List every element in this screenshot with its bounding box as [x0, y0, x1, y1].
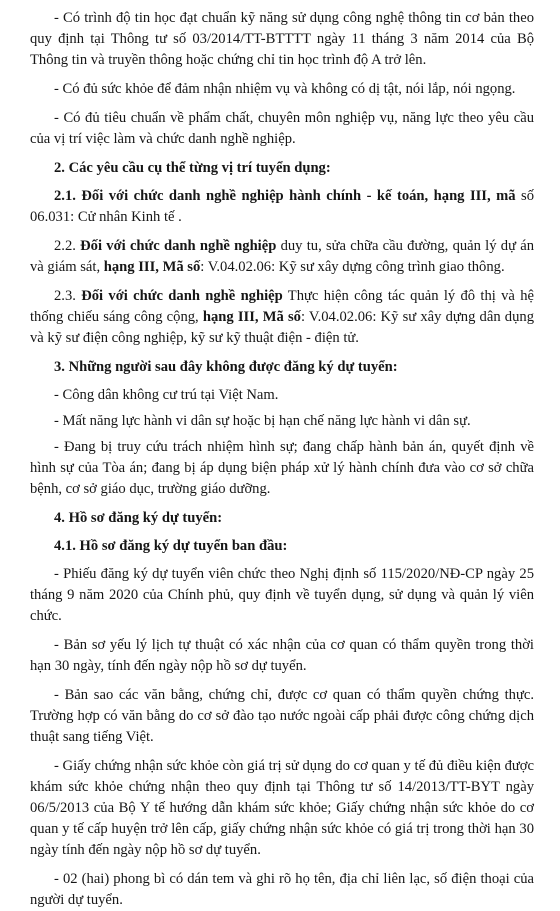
paragraph-2-1	[30, 186, 534, 228]
paragraph-3-1: - Công dân không cư trú tại Việt Nam.	[54, 387, 279, 403]
paragraph-4-1-health-certificate: - Giấy chứng nhận sức khỏe còn giá trị sử dụng do cơ quan y tế đủ điều kiện được khám sức khỏe chứng nhận theo quy định tại Thông tư số 14/2013/TT-BYT ngày 06/5/2013 của Bộ Y tế hướng dẫn khám sức khỏe; Giấy chứng nhận sức khỏe do cơ quan y tế cấp huyện trở lên cấp, giấy chứng nhận sức khỏe có giá trị trong thời hạn 30 ngày tính đến ngày nộp hồ sơ dự tuyển.	[30, 758, 534, 858]
heading-section-4-1: 4.1. Hồ sơ đăng ký dự tuyển ban đầu:	[54, 538, 288, 554]
paragraph-2-3-mid: Thực hiện công tác quản lý đô thị và hệ thống chiếu sáng công cộng,	[30, 288, 534, 325]
paragraph-4-1-resume: - Bản sơ yếu lý lịch tự thuật có xác nhận của cơ quan có thẩm quyền trong thời hạn 30 ngày, tính đến ngày nộp hồ sơ dự tuyển.	[30, 637, 534, 674]
paragraph-2-3	[30, 286, 534, 349]
paragraph-2-2-bold: Đối với chức danh nghề nghiệp	[80, 238, 277, 254]
paragraph-2-1-bold: 2.1. Đối với chức danh nghề nghiệp hành chính - kế toán, hạng III, mã	[54, 188, 516, 204]
paragraph-health-requirement: - Có đủ sức khỏe để đảm nhận nhiệm vụ và không có dị tật, nói lắp, nói ngọng.	[54, 81, 516, 97]
heading-section-2: 2. Các yêu cầu cụ thể từng vị trí tuyển dụng:	[54, 160, 331, 176]
paragraph-2-2-rest: : V.04.02.06: Kỹ sư xây dựng công trình giao thông.	[200, 259, 505, 275]
paragraph-3-3: - Đang bị truy cứu trách nhiệm hình sự; đang chấp hành bản án, quyết định về hình sự của Tòa án; đang bị áp dụng biện pháp xử lý hành chính đưa vào cơ sở chữa bệnh, cơ sở giáo dục, trường giáo dưỡng.	[30, 439, 534, 497]
paragraph-it-requirement: - Có trình độ tin học đạt chuẩn kỹ năng sử dụng công nghệ thông tin cơ bản theo quy định tại Thông tư số 03/2014/TT-BTTTT ngày 11 tháng 3 năm 2014 của Bộ Thông tin và truyền thông hoặc chứng chỉ tin học trình độ A trở lên.	[30, 10, 534, 68]
paragraph-2-3-bold-grade: hạng III, Mã số	[202, 309, 301, 325]
paragraph-2-2-bold-grade: hạng III, Mã số	[103, 259, 201, 275]
heading-section-4: 4. Hồ sơ đăng ký dự tuyển:	[54, 510, 223, 526]
paragraph-4-1-diploma-copies: - Bản sao các văn bằng, chứng chỉ, được cơ quan có thẩm quyền chứng thực. Trường hợp có văn bằng do cơ sở đào tạo nước ngoài cấp phải được công chứng dịch thuật sang tiếng Việt.	[30, 687, 534, 745]
paragraph-2-3-number: 2.3.	[54, 288, 82, 304]
paragraph-2-3-rest: : V.04.02.06: Kỹ sư xây dựng dân dụng và kỹ sư điện công nghiệp, kỹ sư kỹ thuật điện - điện tử.	[30, 309, 534, 346]
paragraph-qualification-requirement: - Có đủ tiêu chuẩn về phẩm chất, chuyên môn nghiệp vụ, năng lực theo yêu cầu của vị trí việc làm và chức danh nghề nghiệp.	[30, 110, 534, 147]
paragraph-2-2	[30, 236, 534, 278]
paragraph-2-2-number: 2.2.	[54, 238, 81, 254]
paragraph-3-2: - Mất năng lực hành vi dân sự hoặc bị hạn chế năng lực hành vi dân sự.	[54, 413, 471, 429]
paragraph-4-1-application-form: - Phiếu đăng ký dự tuyển viên chức theo Nghị định số 115/2020/NĐ-CP ngày 25 tháng 9 năm 2020 của Chính phủ, quy định về tuyển dụng, sử dụng và quản lý viên chức.	[30, 566, 534, 624]
paragraph-4-1-envelopes: - 02 (hai) phong bì có dán tem và ghi rõ họ tên, địa chỉ liên lạc, số điện thoại của người dự tuyển.	[30, 871, 534, 908]
heading-section-3: 3. Những người sau đây không được đăng ký dự tuyển:	[54, 359, 398, 375]
paragraph-2-1-rest: số 06.031: Cử nhân Kinh tế .	[30, 188, 535, 225]
paragraph-2-3-bold: Đối với chức danh nghề nghiệp	[81, 288, 283, 304]
paragraph-2-2-mid: duy tu, sửa chữa cầu đường, quản lý dự án và giám sát,	[30, 238, 534, 275]
